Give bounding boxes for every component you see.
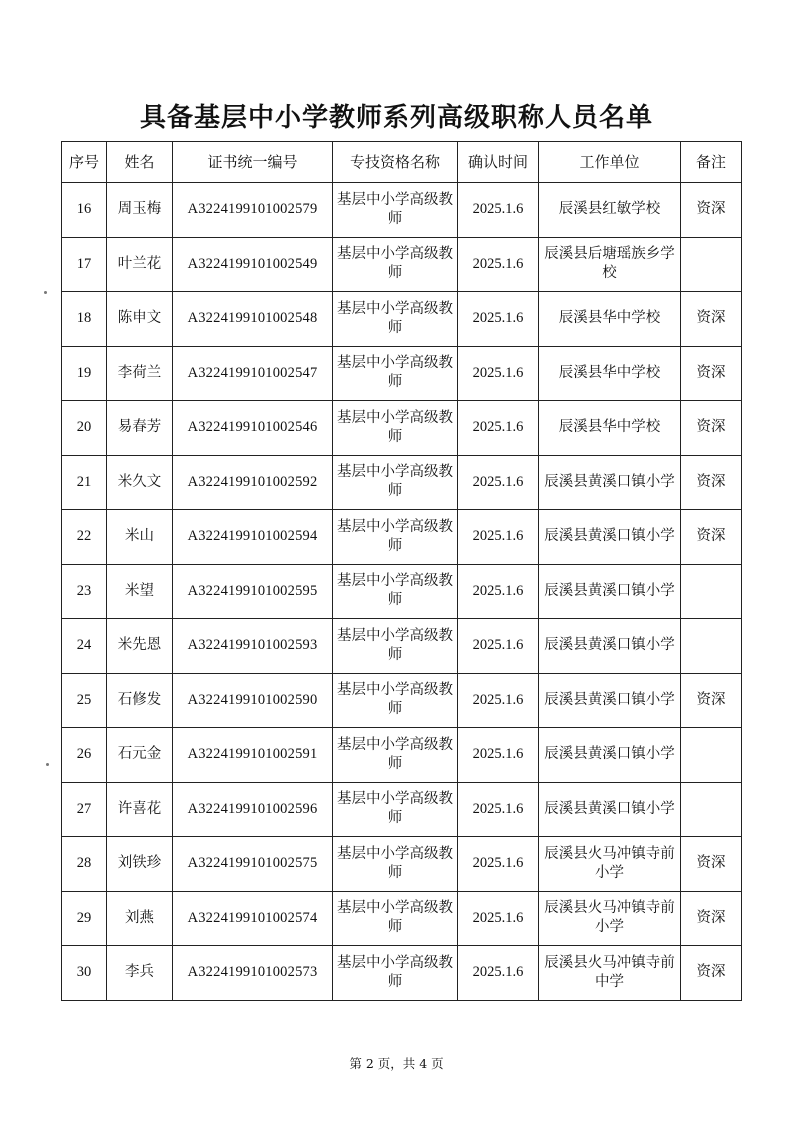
cell-cert-number: A3224199101002593: [173, 619, 333, 674]
cell-name: 许喜花: [107, 782, 173, 837]
cell-work-unit: 辰溪县黄溪口镇小学: [539, 564, 681, 619]
cell-confirm-date: 2025.1.6: [458, 401, 539, 456]
table-row: [62, 292, 742, 347]
cell-confirm-date: 2025.1.6: [458, 673, 539, 728]
header-remark: 备注: [681, 142, 742, 183]
cell-confirm-date: 2025.1.6: [458, 564, 539, 619]
table-row: [62, 728, 742, 783]
cell-confirm-date: 2025.1.6: [458, 837, 539, 892]
cell-seq: 23: [62, 564, 107, 619]
cell-qualification: 基层中小学高级教师: [333, 782, 458, 837]
table-row: [62, 401, 742, 456]
cell-name: 陈申文: [107, 292, 173, 347]
cell-qualification: 基层中小学高级教师: [333, 510, 458, 565]
table-row: [62, 564, 742, 619]
table-row: [62, 455, 742, 510]
table-row: [62, 837, 742, 892]
cell-qualification: 基层中小学高级教师: [333, 292, 458, 347]
cell-cert-number: A3224199101002594: [173, 510, 333, 565]
cell-confirm-date: 2025.1.6: [458, 619, 539, 674]
cell-confirm-date: 2025.1.6: [458, 346, 539, 401]
cell-work-unit: 辰溪县后塘瑶族乡学校: [539, 237, 681, 292]
cell-cert-number: A3224199101002546: [173, 401, 333, 456]
cell-remark: 资深: [681, 673, 742, 728]
cell-cert-number: A3224199101002590: [173, 673, 333, 728]
header-confirm-date: 确认时间: [458, 142, 539, 183]
table-row: [62, 183, 742, 238]
cell-confirm-date: 2025.1.6: [458, 782, 539, 837]
cell-name: 石修发: [107, 673, 173, 728]
cell-cert-number: A3224199101002549: [173, 237, 333, 292]
cell-remark: 资深: [681, 346, 742, 401]
table-row: [62, 946, 742, 1001]
cell-remark: [681, 237, 742, 292]
cell-remark: 资深: [681, 837, 742, 892]
cell-work-unit: 辰溪县华中学校: [539, 401, 681, 456]
cell-remark: [681, 728, 742, 783]
cell-cert-number: A3224199101002592: [173, 455, 333, 510]
cell-cert-number: A3224199101002547: [173, 346, 333, 401]
cell-work-unit: 辰溪县黄溪口镇小学: [539, 673, 681, 728]
cell-work-unit: 辰溪县黄溪口镇小学: [539, 728, 681, 783]
roster-body: [62, 183, 742, 1001]
cell-work-unit: 辰溪县火马冲镇寺前小学: [539, 891, 681, 946]
cell-name: 石元金: [107, 728, 173, 783]
cell-work-unit: 辰溪县红敏学校: [539, 183, 681, 238]
cell-name: 米望: [107, 564, 173, 619]
cell-confirm-date: 2025.1.6: [458, 946, 539, 1001]
cell-cert-number: A3224199101002596: [173, 782, 333, 837]
cell-remark: 资深: [681, 455, 742, 510]
cell-work-unit: 辰溪县黄溪口镇小学: [539, 782, 681, 837]
cell-seq: 16: [62, 183, 107, 238]
cell-cert-number: A3224199101002595: [173, 564, 333, 619]
cell-name: 李兵: [107, 946, 173, 1001]
cell-name: 米先恩: [107, 619, 173, 674]
cell-seq: 21: [62, 455, 107, 510]
cell-seq: 27: [62, 782, 107, 837]
cell-seq: 30: [62, 946, 107, 1001]
cell-remark: 资深: [681, 946, 742, 1001]
scan-speck: [46, 763, 49, 766]
cell-confirm-date: 2025.1.6: [458, 455, 539, 510]
cell-cert-number: A3224199101002574: [173, 891, 333, 946]
cell-work-unit: 辰溪县火马冲镇寺前中学: [539, 946, 681, 1001]
cell-work-unit: 辰溪县黄溪口镇小学: [539, 510, 681, 565]
table-row: [62, 237, 742, 292]
cell-seq: 26: [62, 728, 107, 783]
cell-seq: 29: [62, 891, 107, 946]
cell-work-unit: 辰溪县黄溪口镇小学: [539, 619, 681, 674]
cell-remark: 资深: [681, 401, 742, 456]
cell-remark: [681, 619, 742, 674]
table-row: [62, 782, 742, 837]
table-row: [62, 510, 742, 565]
header-seq: 序号: [62, 142, 107, 183]
cell-qualification: 基层中小学高级教师: [333, 183, 458, 238]
cell-qualification: 基层中小学高级教师: [333, 455, 458, 510]
cell-qualification: 基层中小学高级教师: [333, 673, 458, 728]
cell-confirm-date: 2025.1.6: [458, 728, 539, 783]
cell-work-unit: 辰溪县黄溪口镇小学: [539, 455, 681, 510]
cell-cert-number: A3224199101002573: [173, 946, 333, 1001]
cell-name: 易春芳: [107, 401, 173, 456]
cell-name: 米山: [107, 510, 173, 565]
cell-confirm-date: 2025.1.6: [458, 292, 539, 347]
cell-seq: 18: [62, 292, 107, 347]
cell-qualification: 基层中小学高级教师: [333, 837, 458, 892]
cell-qualification: 基层中小学高级教师: [333, 564, 458, 619]
table-row: [62, 673, 742, 728]
scan-speck: [44, 291, 47, 294]
cell-qualification: 基层中小学高级教师: [333, 946, 458, 1001]
cell-qualification: 基层中小学高级教师: [333, 891, 458, 946]
cell-remark: [681, 782, 742, 837]
cell-name: 李荷兰: [107, 346, 173, 401]
cell-seq: 20: [62, 401, 107, 456]
cell-work-unit: 辰溪县华中学校: [539, 346, 681, 401]
cell-cert-number: A3224199101002548: [173, 292, 333, 347]
cell-seq: 25: [62, 673, 107, 728]
cell-qualification: 基层中小学高级教师: [333, 346, 458, 401]
roster-table: [61, 141, 742, 1001]
cell-confirm-date: 2025.1.6: [458, 891, 539, 946]
cell-name: 周玉梅: [107, 183, 173, 238]
cell-remark: [681, 564, 742, 619]
cell-confirm-date: 2025.1.6: [458, 183, 539, 238]
page-footer: 第 2 页，共 4 页: [349, 1056, 444, 1071]
cell-seq: 22: [62, 510, 107, 565]
table-row: [62, 891, 742, 946]
cell-qualification: 基层中小学高级教师: [333, 728, 458, 783]
cell-remark: 资深: [681, 292, 742, 347]
cell-work-unit: 辰溪县华中学校: [539, 292, 681, 347]
cell-seq: 17: [62, 237, 107, 292]
cell-qualification: 基层中小学高级教师: [333, 619, 458, 674]
header-qualification: 专技资格名称: [333, 142, 458, 183]
cell-seq: 24: [62, 619, 107, 674]
header-work-unit: 工作单位: [539, 142, 681, 183]
header-name: 姓名: [107, 142, 173, 183]
header-row: [62, 142, 742, 183]
cell-seq: 28: [62, 837, 107, 892]
cell-cert-number: A3224199101002579: [173, 183, 333, 238]
cell-remark: 资深: [681, 510, 742, 565]
table-row: [62, 619, 742, 674]
cell-seq: 19: [62, 346, 107, 401]
cell-confirm-date: 2025.1.6: [458, 237, 539, 292]
header-cert-number: 证书统一编号: [173, 142, 333, 183]
table-row: [62, 346, 742, 401]
document-title: 具备基层中小学教师系列高级职称人员名单: [139, 103, 653, 133]
cell-remark: 资深: [681, 183, 742, 238]
cell-confirm-date: 2025.1.6: [458, 510, 539, 565]
cell-name: 刘铁珍: [107, 837, 173, 892]
cell-qualification: 基层中小学高级教师: [333, 401, 458, 456]
cell-work-unit: 辰溪县火马冲镇寺前小学: [539, 837, 681, 892]
cell-qualification: 基层中小学高级教师: [333, 237, 458, 292]
cell-remark: 资深: [681, 891, 742, 946]
cell-cert-number: A3224199101002591: [173, 728, 333, 783]
cell-name: 刘燕: [107, 891, 173, 946]
cell-name: 米久文: [107, 455, 173, 510]
cell-cert-number: A3224199101002575: [173, 837, 333, 892]
cell-name: 叶兰花: [107, 237, 173, 292]
